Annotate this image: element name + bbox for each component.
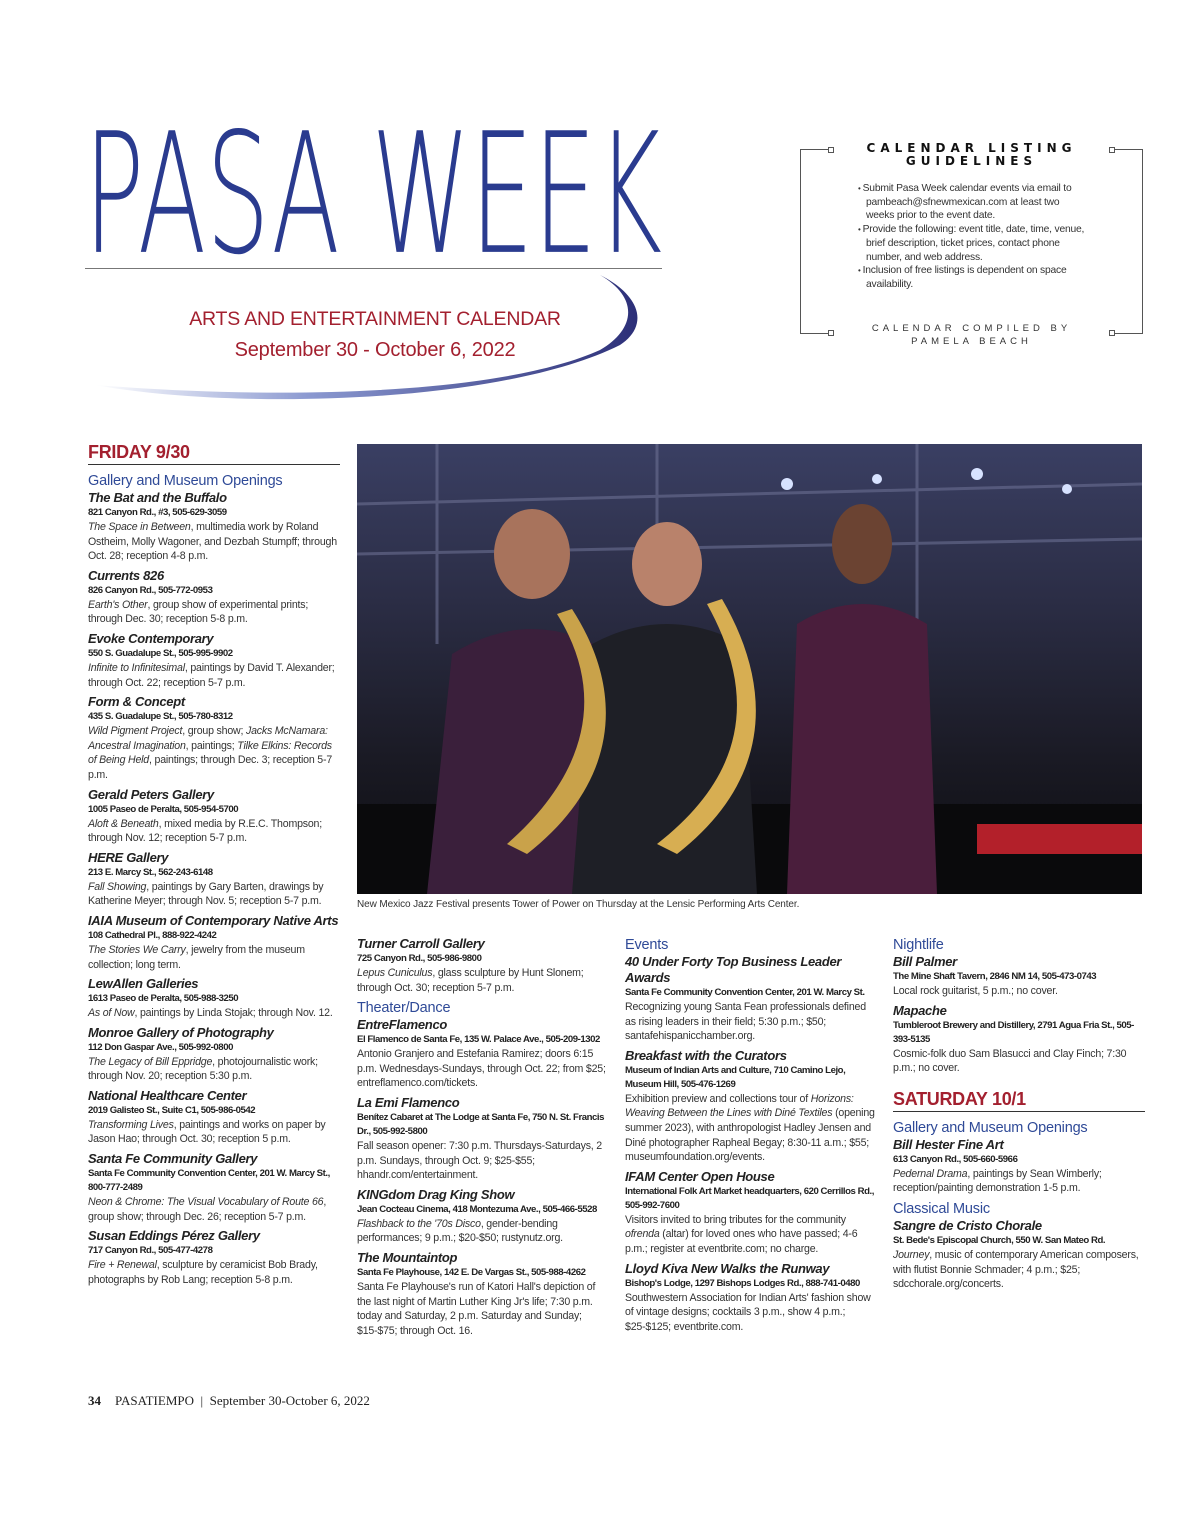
venue-address: 550 S. Guadalupe St., 505-995-9902 — [88, 647, 233, 659]
listing-item — [893, 1003, 1145, 1076]
listing-description — [357, 1280, 609, 1338]
day-heading: FRIDAY 9/30 — [88, 441, 340, 465]
listing-item — [357, 1250, 609, 1338]
venue-address: El Flamenco de Santa Fe, 135 W. Palace Ave., 505-209-1302 — [357, 1034, 600, 1046]
description-text: , paintings by Linda Stojak; through Nov. 12. — [134, 1007, 333, 1020]
venue-name: Mapache — [893, 1002, 947, 1018]
venue-address: 725 Canyon Rd., 505-986-9800 — [357, 953, 482, 964]
description-text: , paintings by Sean Wimberly; reception/painting demonstration 1-5 p.m. — [893, 1167, 1102, 1195]
venue-address: 826 Canyon Rd., 505-772-0953 — [88, 584, 213, 596]
description-text: , paintings and works on paper by Jason Hao; through Oct. 30; reception 5 p.m. — [88, 1118, 326, 1146]
venue-name: KINGdom Drag King Show — [357, 1186, 515, 1202]
listing-item — [88, 913, 340, 972]
listing-description — [88, 724, 340, 782]
guideline-item: • Provide the following: event title, date, time, venue, brief description, ticket prices, contact phone number, and web address. — [858, 223, 1088, 264]
venue-name: Lloyd Kiva New Walks the Runway — [625, 1260, 830, 1276]
venue-address: Tumbleroot Brewery and Distillery, 2791 Agua Fria St., 505-393-5135 — [893, 1019, 1134, 1045]
description-text: Exhibition preview and collections tour of — [625, 1092, 811, 1105]
section-heading: Gallery and Museum Openings — [88, 473, 283, 489]
description-text: Local rock guitarist, 5 p.m.; no cover. — [893, 985, 1058, 997]
venue-name: HERE Gallery — [88, 849, 169, 865]
listing-item — [625, 1261, 877, 1335]
pasa-week-title — [80, 118, 670, 263]
compiled-line: CALENDAR COMPILED BY — [871, 323, 1072, 334]
listing-item — [357, 1017, 609, 1091]
listing-description — [625, 1291, 877, 1335]
venue-address: 2019 Galisteo St., Suite C1, 505-986-0542 — [88, 1104, 256, 1116]
listing-description — [88, 1195, 340, 1224]
venue-address: Benítez Cabaret at The Lodge at Santa Fe, 750 N. St. Francis Dr., 505-992-5800 — [357, 1111, 605, 1137]
venue-address: Santa Fe Community Convention Center, 201 W. Marcy St., 800-777-2489 — [88, 1168, 330, 1194]
work-title: The Space in Between — [88, 521, 191, 533]
bracket-dot — [828, 330, 834, 336]
venue-name: IFAM Center Open House — [625, 1168, 775, 1184]
listing-item — [88, 694, 340, 782]
description-text: , group show of experimental prints; through Dec. 30; reception 5-8 p.m. — [88, 598, 309, 626]
listing-item — [357, 1187, 609, 1246]
heading-line: GUIDELINES — [905, 154, 1038, 168]
work-title: As of Now — [88, 1007, 135, 1020]
work-title: Flashback to the '70s Disco — [357, 1217, 481, 1230]
description-text: , photojournalistic work; through Nov. 20; reception 5:30 p.m. — [88, 1055, 318, 1083]
concert-photo — [357, 444, 1142, 894]
bracket-dot — [1109, 147, 1115, 153]
work-title: Fire + Renewal — [88, 1259, 157, 1272]
work-title: Horizons: Weaving Between the Lines with Diné Textiles — [625, 1092, 854, 1120]
listing-description — [88, 661, 340, 690]
guideline-item: • Inclusion of free listings is dependent on space availability. — [858, 264, 1088, 291]
bracket-dot — [1109, 330, 1115, 336]
guidelines-list — [858, 182, 1088, 292]
venue-address: International Folk Art Market headquarters, 620 Cerrillos Rd., 505-992-7600 — [625, 1185, 874, 1211]
venue-address: 1005 Paseo de Peralta, 505-954-5700 — [88, 803, 239, 815]
description-text: , multimedia work by Roland Ostheim, Molly Wagoner, and Dezbah Stumpff; through Oct. 28; reception 4-8 p.m. — [88, 521, 337, 563]
listing-description — [88, 943, 340, 972]
description-text: , paintings; through Dec. 3; reception 5-7 p.m. — [88, 754, 333, 781]
listing-description — [357, 966, 609, 995]
listing-description — [357, 1047, 609, 1091]
venue-name: Form & Concept — [88, 694, 185, 710]
description-text: Visitors invited to bring tributes for the community — [625, 1213, 846, 1226]
venue-name: The Bat and the Buffalo — [88, 490, 227, 505]
right-bracket — [1112, 149, 1143, 334]
compiled-by — [840, 323, 1103, 348]
page-number: 34 — [88, 1393, 101, 1408]
listing-item — [88, 631, 340, 690]
venue-name: 40 Under Forty Top Business Leader Awards — [625, 954, 842, 985]
work-title: Jacks McNamara: Ancestral Imagination — [88, 725, 328, 752]
venue-name: IAIA Museum of Contemporary Native Arts — [88, 912, 339, 928]
venue-name: Breakfast with the Curators — [625, 1047, 787, 1063]
listing-item — [357, 1095, 609, 1183]
left-bracket — [800, 149, 831, 334]
footer-separator: | — [200, 1393, 204, 1408]
listing-description — [625, 1213, 877, 1257]
calendar-dates: September 30 - October 6, 2022 — [234, 339, 516, 361]
venue-name: Evoke Contemporary — [88, 630, 214, 646]
calendar-column-2 — [357, 936, 609, 1342]
title-text: PASA WEEK — [84, 118, 662, 263]
section-heading: Gallery and Museum Openings — [893, 1119, 1088, 1136]
venue-name: Bill Palmer — [893, 954, 957, 969]
listing-description — [357, 1139, 609, 1183]
listing-description — [88, 1006, 340, 1021]
listing-guidelines-box — [800, 140, 1143, 355]
venue-name: Bill Hester Fine Art — [893, 1136, 1004, 1152]
listing-item — [88, 850, 340, 909]
description-text: Recognizing young Santa Fean professionals defined as rising leaders in their field; 5:30 p.m.; $50; santafehispanicchamber.org. — [625, 1001, 866, 1043]
listing-item — [88, 568, 340, 627]
listing-item — [357, 936, 609, 995]
listing-description — [625, 1092, 877, 1165]
calendar-column-1 — [88, 441, 340, 1291]
listing-item — [88, 1025, 340, 1084]
photo-caption: New Mexico Jazz Festival presents Tower of Power on Thursday at the Lensic Performing Arts Center. — [357, 899, 800, 910]
section-heading: Nightlife — [893, 937, 944, 953]
guideline-item: • Submit Pasa Week calendar events via email to pambeach@sfnewmexican.com at least two weeks prior to the event date. — [858, 182, 1088, 223]
listing-item — [88, 787, 340, 846]
description-text: (opening summer 2023), with anthropologist Hadley Jensen and Diné photographer Rapheal Begay; 8:30-11 a.m.; $55; museumfoundation.org/events. — [625, 1107, 875, 1164]
description-text: , group show; through Dec. 26; reception 5-7 p.m. — [88, 1196, 327, 1223]
listing-item — [893, 954, 1145, 999]
venue-address: 613 Canyon Rd., 505-660-5966 — [893, 1153, 1018, 1165]
section-heading: Classical Music — [893, 1200, 990, 1217]
venue-name: Turner Carroll Gallery — [357, 936, 485, 951]
section-heading: Events — [625, 937, 669, 953]
description-text: Antonio Granjero and Estefania Ramirez; doors 6:15 p.m. Wednesdays-Sundays, through Oct. 22; from $25; entreflamenco.com/tickets. — [357, 1048, 606, 1090]
listing-item — [625, 1048, 877, 1165]
listing-item — [88, 1228, 340, 1287]
venue-name: Santa Fe Community Gallery — [88, 1151, 258, 1167]
venue-name: Monroe Gallery of Photography — [88, 1024, 274, 1040]
listing-description — [88, 598, 340, 627]
venue-address: 213 E. Marcy St., 562-243-6148 — [88, 866, 213, 878]
venue-name: National Healthcare Center — [88, 1087, 247, 1103]
guidelines-heading — [840, 142, 1103, 168]
work-title: Lepus Cuniculus — [357, 967, 433, 979]
calendar-column-4 — [893, 936, 1145, 1296]
description-text: Southwestern Association for Indian Arts' fashion show of vintage designs; cocktails 3 p.m., show 4 p.m.; $25-$125; eventbrite.com. — [625, 1291, 871, 1333]
description-text: Santa Fe Playhouse's run of Katori Hall's depiction of the last night of Martin Luther King Jr's life; 7:30 p.m. today and Saturday, 2 p.m. Saturday and Sunday; $15-$75; through Oct. 16. — [357, 1280, 596, 1337]
venue-name: The Mountaintop — [357, 1249, 458, 1265]
work-title: Earth's Other — [88, 598, 148, 611]
description-text: , gender-bending performances; 9 p.m.; $20-$50; rustynutz.org. — [357, 1217, 563, 1245]
venue-name: EntreFlamenco — [357, 1017, 448, 1033]
work-title: Wild Pigment Project — [88, 725, 183, 738]
listing-description — [88, 880, 340, 909]
description-text: Fall season opener: 7:30 p.m. Thursdays-Saturdays, 2 p.m. Sundays, through Oct. 9; $25-$55; hhandr.com/entertainment. — [357, 1139, 602, 1182]
listing-item — [88, 1088, 340, 1147]
compiled-line: PAMELA BEACH — [911, 335, 1032, 347]
venue-name: La Emi Flamenco — [357, 1094, 460, 1110]
listing-description — [88, 520, 340, 564]
listing-item — [625, 954, 877, 1044]
work-title: Fall Showing — [88, 880, 147, 893]
description-text: Cosmic-folk duo Sam Blasucci and Clay Finch; 7:30 p.m.; no cover. — [893, 1047, 1127, 1075]
description-text: , music of contemporary American composers, with flutist Bonnie Schmader; 4 p.m.; $25; sdcchorale.org/concerts. — [893, 1248, 1139, 1291]
work-title: The Legacy of Bill Eppridge — [88, 1055, 213, 1068]
work-title: Neon & Chrome: The Visual Vocabulary of Route 66 — [88, 1196, 324, 1209]
venue-name: Sangre de Cristo Chorale — [893, 1217, 1042, 1233]
description-text: , paintings; — [185, 739, 238, 752]
venue-address: 821 Canyon Rd., #3, 505-629-3059 — [88, 507, 227, 518]
venue-name: LewAllen Galleries — [88, 976, 199, 992]
work-title: ofrenda — [625, 1228, 660, 1241]
description-text: , sculpture by ceramicist Bob Brady, photographs by Rob Lang; reception 5-8 p.m. — [88, 1259, 318, 1286]
listing-item — [893, 1218, 1145, 1292]
listing-item — [625, 1169, 877, 1257]
venue-address: 108 Cathedral Pl., 888-922-4242 — [88, 929, 217, 941]
publication-name: PASATIEMPO — [115, 1393, 194, 1408]
description-text: , group show; — [182, 725, 246, 738]
listing-description — [893, 984, 1145, 999]
description-text: , jewelry from the museum collection; long term. — [88, 943, 305, 971]
swoosh-graphic — [80, 260, 660, 410]
work-title: Transforming Lives — [88, 1118, 174, 1131]
listing-description — [893, 1047, 1145, 1076]
listing-description — [357, 1217, 609, 1246]
section-heading: Theater/Dance — [357, 1000, 451, 1017]
description-text: (altar) for loved ones who have passed; 4-6 p.m.; register at eventbrite.com; no charge. — [625, 1228, 858, 1255]
bracket-dot — [828, 147, 834, 153]
calendar-column-3 — [625, 936, 877, 1338]
day-heading: SATURDAY 10/1 — [893, 1088, 1145, 1112]
venue-address: St. Bede's Episcopal Church, 550 W. San Mateo Rd. — [893, 1234, 1106, 1246]
calendar-subtitle: ARTS AND ENTERTAINMENT CALENDAR — [189, 308, 561, 330]
photo-scene — [357, 444, 1142, 894]
work-title: Tilke Elkins: Records of Being Held — [88, 739, 332, 767]
listing-description — [88, 1258, 340, 1287]
work-title: Aloft & Beneath — [88, 817, 159, 830]
listing-description — [625, 1000, 877, 1044]
venue-address: Santa Fe Playhouse, 142 E. De Vargas St., 505-988-4262 — [357, 1266, 586, 1278]
description-text: , paintings by Gary Barten, drawings by Katherine Meyer; through Nov. 5; reception 5-7 p.m. — [88, 880, 324, 908]
venue-address: 112 Don Gaspar Ave., 505-992-0800 — [88, 1041, 233, 1053]
listing-description — [88, 1055, 340, 1084]
venue-address: 435 S. Guadalupe St., 505-780-8312 — [88, 711, 233, 723]
venue-address: Santa Fe Community Convention Center, 201 W. Marcy St. — [625, 987, 865, 998]
listing-item — [893, 1137, 1145, 1196]
venue-address: The Mine Shaft Tavern, 2846 NM 14, 505-473-0743 — [893, 971, 1097, 982]
work-title: The Stories We Carry — [88, 943, 186, 956]
listing-item — [88, 976, 340, 1021]
work-title: Journey — [893, 1248, 930, 1261]
venue-address: Bishop's Lodge, 1297 Bishops Lodges Rd., 888-741-0480 — [625, 1277, 860, 1289]
work-title: Infinite to Infinitesimal — [88, 661, 185, 674]
description-text: , paintings by David T. Alexander; through Oct. 22; reception 5-7 p.m. — [88, 661, 335, 689]
heading-line: CALENDAR LISTING — [866, 141, 1077, 155]
listing-description — [88, 1118, 340, 1147]
venue-address: 717 Canyon Rd., 505-477-4278 — [88, 1245, 213, 1257]
listing-description — [893, 1248, 1145, 1292]
page-footer — [88, 1393, 370, 1409]
venue-address: Museum of Indian Arts and Culture, 710 Camino Lejo, Museum Hill, 505-476-1269 — [625, 1064, 846, 1090]
description-text: , glass sculpture by Hunt Slonem; through Oct. 30; reception 5-7 p.m. — [357, 967, 584, 994]
listing-description — [88, 817, 340, 846]
venue-address: Jean Cocteau Cinema, 418 Montezuma Ave., 505-466-5528 — [357, 1203, 597, 1215]
listing-description — [893, 1167, 1145, 1196]
venue-name: Susan Eddings Pérez Gallery — [88, 1228, 260, 1244]
footer-dates: September 30-October 6, 2022 — [209, 1393, 370, 1408]
work-title: Pedernal Drama — [893, 1167, 968, 1180]
venue-address: 1613 Paseo de Peralta, 505-988-3250 — [88, 993, 239, 1005]
venue-name: Currents 826 — [88, 567, 164, 583]
listing-item — [88, 490, 340, 564]
description-text: , mixed media by R.E.C. Thompson; through Nov. 12; reception 5-7 p.m. — [88, 817, 322, 845]
venue-name: Gerald Peters Gallery — [88, 786, 214, 802]
listing-item — [88, 1151, 340, 1224]
